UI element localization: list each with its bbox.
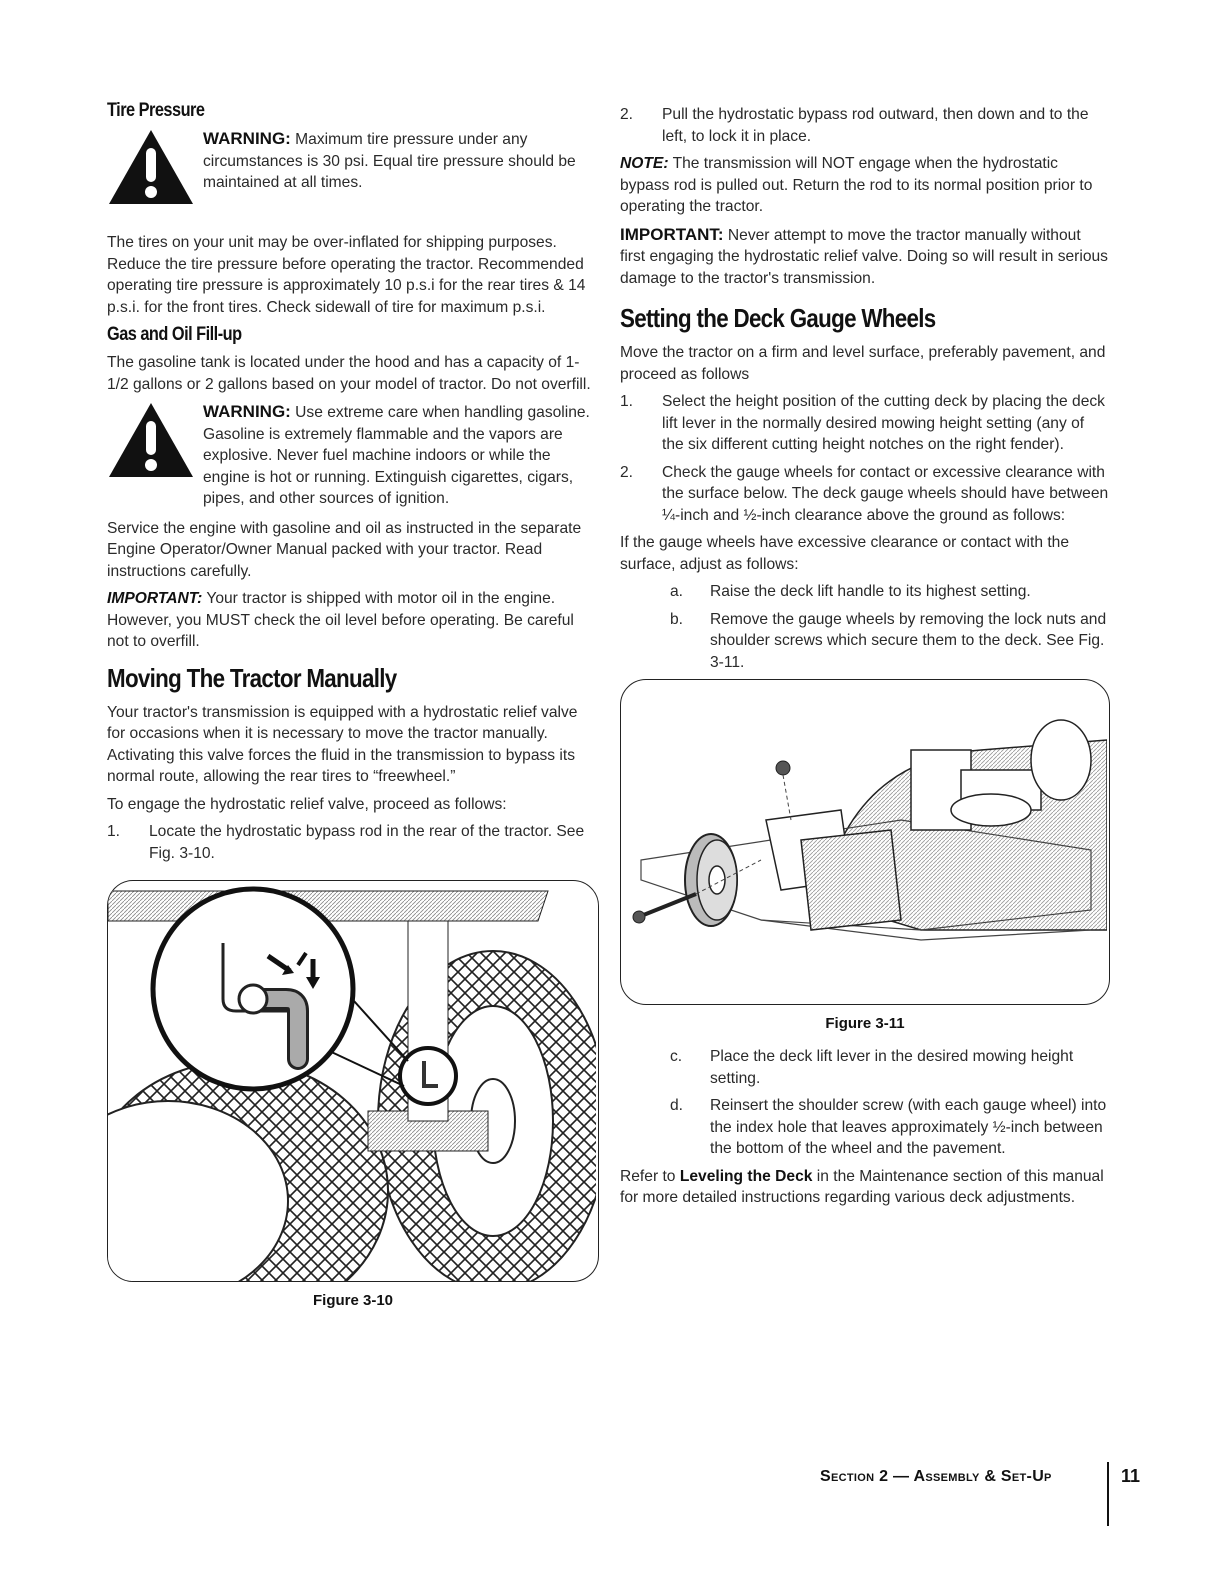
tire-warning [107,128,599,206]
step-text: Pull the hydrostatic bypass rod outward, then down and to the left, to lock it in place. [662,106,1089,145]
list-item [670,1095,1110,1160]
deck-if-text: If the gauge wheels have excessive clearance or contact with the surface, adjust as follows: [620,534,1070,573]
step-text: Locate the hydrostatic bypass rod in the rear of the tractor. See Fig. 3-10. [149,823,585,862]
figure-3-11-caption: Figure 3-11 [825,1015,905,1032]
step-text: Place the deck lift lever in the desired mowing height setting. [710,1048,1074,1087]
important-oil [107,588,599,653]
figure-3-11 [620,679,1110,1005]
step-text: Select the height position of the cutting deck by placing the deck lift lever in the normally desired mowing height setting (any of the six different cutting height notches on the right fender). [662,393,1105,453]
refer-suffix: in the Maintenance section of this manual for more detailed instructions regarding various deck adjustments. [620,1167,1104,1206]
list-item [620,462,1110,527]
deck-intro: Move the tractor on a firm and level surface, preferably pavement, and proceed as follows [620,344,1106,383]
warning-label: WARNING: [203,129,291,148]
step-text: Check the gauge wheels for contact or excessive clearance with the surface below. The deck gauge wheels should have between ¼-inch and ½-inch clearance above the ground as follows: [662,463,1109,524]
moving-body: Your tractor's transmission is equipped with a hydrostatic relief valve for occasions when it is necessary to move the tractor manually. Activating this valve forces the fluid in the transmission to bypass its normal route, allowing the rear tires to “freewheel.” [107,703,578,785]
note-label: NOTE: [620,155,669,172]
gauge-wheel-illustration [621,680,1107,1004]
note-paragraph [620,153,1110,218]
step-number: 2. [620,463,634,481]
list-item [620,391,1110,456]
list-item [107,821,599,864]
step-letter: b. [670,610,684,628]
moving-heading: Moving The Tractor Manually [107,662,397,693]
important-label: IMPORTANT: [107,590,203,607]
warning-triangle-icon [107,401,195,479]
list-item [670,1046,1110,1089]
refer-paragraph [620,1166,1110,1209]
gas-oil-body: The gasoline tank is located under the hood and has a capacity of 1-1/2 gallons or 2 gallons based on your model of tractor. Do not overfill. [107,354,591,393]
tire-pressure-body: The tires on your unit may be over-inflated for shipping purposes. Reduce the tire pressure before operating the tractor. Recommended operating tire pressure is approximately 10 p.s.i for the rear tires & 14 p.s.i. for the front tires. Check sidewall of tire for maximum p.s.i. [107,234,586,316]
refer-link-text: Leveling the Deck [679,1167,813,1185]
step-number: 1. [620,393,634,410]
gas-warning [107,401,599,510]
important-label: IMPORTANT: [620,224,724,244]
page-number: 11 [1121,1466,1141,1486]
step-letter: c. [670,1048,683,1065]
warning-triangle-icon [107,128,195,206]
important-paragraph [620,224,1110,290]
left-column [107,100,599,1323]
tire-pressure-heading: Tire Pressure [107,100,205,121]
moving-steps [107,821,599,864]
warning-text: Maximum tire pressure under any circumstances is 30 psi. Equal tire pressure should be maintained at all times. [203,131,576,191]
figure-3-10-caption: Figure 3-10 [312,1292,394,1309]
list-item [670,581,1110,603]
important-text: Never attempt to move the tractor manually without first engaging the hydrostatic relief valve. Doing so will result in serious damage to the tractor's transmission. [620,226,1108,287]
figure-3-10 [107,880,599,1282]
step-letter: d. [670,1097,684,1114]
gas-oil-heading: Gas and Oil Fill-up [107,324,242,345]
right-column [620,104,1110,1215]
note-text: The transmission will NOT engage when the hydrostatic bypass rod is pulled out. Return the rod to its normal position prior to operating the tractor. [620,155,1093,215]
warning-text: Use extreme care when handling gasoline. Gasoline is extremely flammable and the vapors are explosive. Never fuel machine indoors or while the engine is hot or running. Extinguish cigarettes, cigars, pipes, and other sources of ignition. [203,404,590,507]
step-letter: a. [670,583,684,600]
deck-heading: Setting the Deck Gauge Wheels [620,303,936,333]
list-item [620,104,1110,147]
refer-prefix: Refer to [620,1167,676,1185]
step-text: Reinsert the shoulder screw (with each gauge wheel) into the index hole that leaves approximately ½-inch between the bottom of the wheel and the pavement. [710,1097,1107,1157]
step-number: 2. [620,106,634,123]
footer-divider [1107,1462,1109,1526]
step-text: Raise the deck lift handle to its highest setting. [710,583,1031,600]
footer-section-title: Section 2 — Assembly & Set-Up [820,1468,1052,1485]
hydrostatic-bypass-illustration [108,881,596,1281]
list-item [670,609,1110,674]
step-text: Remove the gauge wheels by removing the lock nuts and shoulder screws which secure them to the deck. See Fig. 3-11. [710,610,1107,671]
moving-engage: To engage the hydrostatic relief valve, proceed as follows: [107,795,507,813]
important-text: Your tractor is shipped with motor oil in the engine. However, you MUST check the oil level before operating. Be careful not to overfill. [107,590,574,650]
warning-label: WARNING: [203,402,291,421]
service-text: Service the engine with gasoline and oil as instructed in the separate Engine Operator/Owner Manual packed with your tractor. Read instructions carefully. [107,519,582,580]
step-number: 1. [107,823,121,840]
